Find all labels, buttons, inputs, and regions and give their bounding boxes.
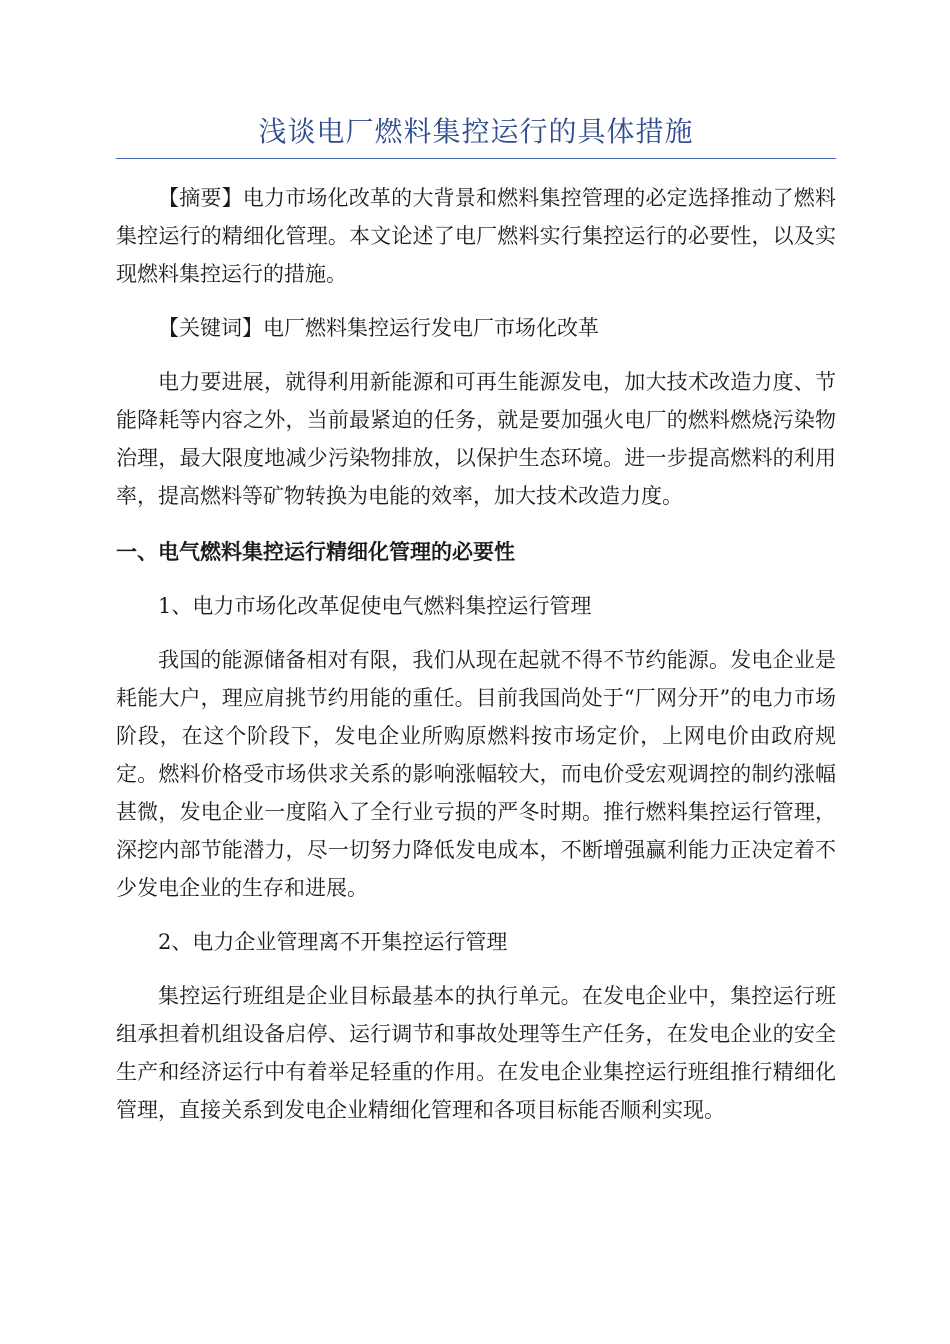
keywords-paragraph: 【关键词】电厂燃料集控运行发电厂市场化改革 (158, 316, 599, 340)
document-title: 浅谈电厂燃料集控运行的具体措施 (116, 96, 836, 159)
subsection-heading-1: 1、电力市场化改革促使电气燃料集控运行管理 (158, 594, 592, 618)
abstract-paragraph: 【摘要】电力市场化改革的大背景和燃料集控管理的必定选择推动了燃料集控运行的精细化管理。本文论述了电厂燃料实行集控运行的必要性，以及实现燃料集控运行的措施。 (116, 186, 836, 286)
document-page (116, 96, 836, 1145)
subsection-heading-2: 2、电力企业管理离不开集控运行管理 (158, 930, 508, 954)
intro-paragraph: 电力要进展，就得利用新能源和可再生能源发电，加大技术改造力度、节能降耗等内容之外，当前最紧迫的任务，就是要加强火电厂的燃料燃烧污染物治理，最大限度地减少污染物排放，以保护生态环境。进一步提高燃料的利用率，提高燃料等矿物转换为电能的效率，加大技术改造力度。 (116, 370, 836, 508)
subsection-body-1: 我国的能源储备相对有限，我们从现在起就不得不节约能源。发电企业是耗能大户，理应肩挑节约用能的重任。目前我国尚处于“厂网分开”的电力市场阶段，在这个阶段下，发电企业所购原燃料按市场定价，上网电价由政府规定。燃料价格受市场供求关系的影响涨幅较大，而电价受宏观调控的制约涨幅甚微，发电企业一度陷入了全行业亏损的严冬时期。推行燃料集控运行管理，深挖内部节能潜力，尽一切努力降低发电成本，不断增强赢利能力正决定着不少发电企业的生存和进展。 (116, 648, 836, 900)
document-body (116, 179, 836, 1129)
section-heading-1: 一、电气燃料集控运行精细化管理的必要性 (116, 539, 515, 564)
subsection-body-2: 集控运行班组是企业目标最基本的执行单元。在发电企业中，集控运行班组承担着机组设备启停、运行调节和事故处理等生产任务，在发电企业的安全生产和经济运行中有着举足轻重的作用。在发电企业集控运行班组推行精细化管理，直接关系到发电企业精细化管理和各项目标能否顺利实现。 (116, 984, 836, 1122)
